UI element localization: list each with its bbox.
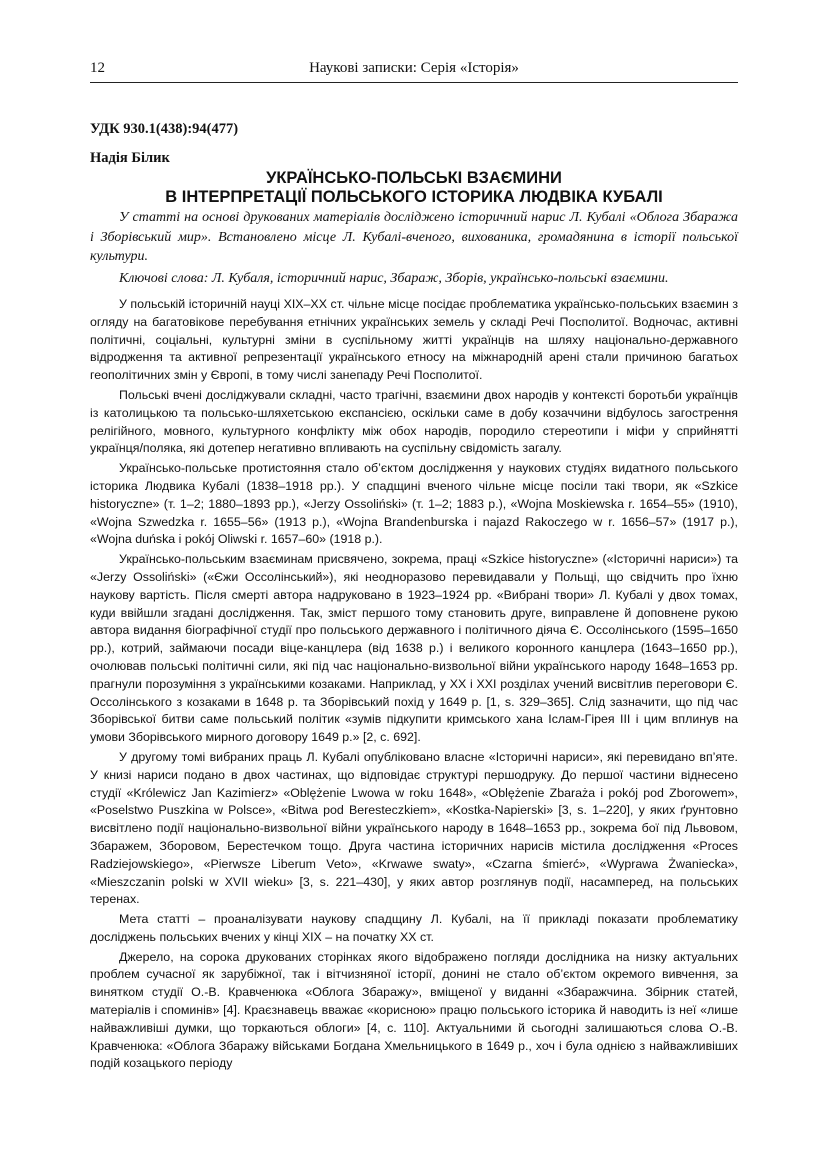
title-line-1: УКРАЇНСЬКО-ПОЛЬСЬКІ ВЗАЄМИНИ — [266, 169, 562, 187]
paragraph: Мета статті – проаналізувати наукову спадщину Л. Кубалі, на її прикладі показати проблематику досліджень польських вчених у кінці XIX – на початку XX ст. — [90, 912, 738, 944]
abstract: У статті на основі друкованих матеріалів досліджено історичний нарис Л. Кубалі «Облога Збаража і Зборівський мир». Встановлено місце Л. Кубалі-вченого, вихованика, громадянина в історії польської культури. — [90, 210, 738, 264]
paragraph: У другому томі вибраних праць Л. Кубалі опубліковано власне «Історичні нариси», які перевидано вп’яте. У книзі нариси подано в двох частинах, що відповідає структурі першодруку. До першої частини віднесено студії «Królewicz Jan Kazimierz» «Oblężenie Lwowa w roku 1648», «Oblężenie Zbaraża i pokój pod Zborowem», «Poselstwo Puszkina w Polsce», «Bitwa pod Beresteczkiem», «Kostka-Napierski» [3, s. 1–220], у яких ґрунтовно висвітлено події національно-визвольної війни українського народу в 1648–1653 рр., зокрема бої під Львовом, Збаражем, Зборовом, Берестечком тощо. Друга частина історичних нарисів містила дослідження «Proces Radziejowskiego», «Pierwsze Liberum Veto», «Krwawe swaty», «Czarna śmierć», «Wyprawa Żwaniecka», «Mieszczanin polski w XVII wieku» [3, s. 221–430], у яких автор розглянув події, насамперед, на польських теренах. — [90, 749, 738, 907]
paragraph: Польські вчені досліджували складні, часто трагічні, взаємини двох народів у контексті боротьби українців із католицькою та польсько-шляхетською експансією, оскільки саме в добу козаччини відбулось загострення релігійного, мовного, культурного конфлікту між обох народів, породило стереотипи і міфи у сприйнятті українця/поляка, які дотепер негативно впливають на суспільну свідомість загалу. — [90, 387, 738, 456]
udc-code: УДК 930.1(438):94(477) — [90, 121, 239, 137]
page-number: 12 — [90, 60, 105, 76]
paragraph: Українсько-польським взаєминам присвячено, зокрема, праці «Szkice historyczne» («Історичні нариси») та «Jerzy Ossoliński» («Єжи Оссолінський»), які неодноразово перевидавали у Польщі, що свідчить про їхню наукову вартість. Після смерті автора надруковано в 1923–1924 рр. «Вибрані твори» Л. Кубалі у двох томах, куди ввійшли згадані дослідження. Так, зміст першого тому становить друге, виправлене й доповнене рукою автора видання біографічної студії про польського державного і політичного діяча Є. Оссолінського (1595–1650 рр.), котрий, займаючи посади віце-канцлера (від 1638 р.) і великого коронного канцлера (1643–1650 рр.), очолював польські політичні сили, які під час національно-визвольної війни українського народу 1648–1653 рр. прагнули порозуміння з українськими козаками. Наприклад, у XX і XXI розділах учений висвітлив переговори Є. Оссолінського з козаками в 1648 р. та Зборівський похід у 1649 р. [1, s. 329–365]. Слід зазначити, що під час Зборівської битви саме польський політик «зумів підкупити кримського хана Іслам-Гірея III і цим вплинув на умови Зборівського мирного договору 1649 р.» [2, с. 692]. — [90, 552, 738, 745]
paragraph: У польській історичній науці XIX–XX ст. чільне місце посідає проблематика українсько-польських взаємин з огляду на багатовікове перебування етнічних українських земель у складі Речі Посполитої. Водночас, активні політичні, соціальні, культурні зміни в суспільному житті українців на шляху національно-державного відродження та активної репрезентації українського етносу на міжнародній арені стали причиною багатьох геополітичних змін у Європі, в тому числі занепаду Речі Посполитої. — [90, 297, 738, 383]
paragraph: Джерело, на сорока друкованих сторінках якого відображено погляди дослідника на низку актуальних проблем сучасної як зарубіжної, так і вітчизняної історії, донині не стало об’єктом окремого вивчення, за винятком студії О.-В. Кравченюка «Облога Збаражу», вміщеної у виданні «Збаражчина. Збірник статей, матеріалів і споминів» [4]. Краєзнавець вважає «корисною» працю польського історика й наводить із неї «лише найважливіші думки, що торкаються облоги» [4, с. 110]. Актуальними й сьогодні залишаються слова О.-В. Кравченюка: «Облога Збаражу військами Богдана Хмельницького в 1649 р., хоч і була однією з найважливіших подій козацького періоду — [90, 949, 738, 1071]
keywords: Ключові слова: Л. Кубаля, історичний нарис, Збараж, Зборів, українсько-польські взаємини. — [119, 271, 669, 286]
author-name: Надія Білик — [90, 150, 170, 166]
article-title — [90, 169, 738, 207]
journal-title: Наукові записки: Серія «Історія» — [309, 60, 519, 76]
running-header — [90, 60, 738, 83]
article-body — [90, 296, 738, 1075]
paragraph: Українсько-польське протистояння стало об’єктом дослідження у наукових студіях видатного польського історика Людвика Кубалі (1838–1918 рр.). У спадщині вченого чільне місце посіли такі твори, як «Szkice historyczne» (т. 1–2; 1880–1893 рр.), «Jerzy Ossoliński» (т. 1–2; 1883 р.), «Wojna Moskiewska r. 1654–55» (1910), «Wojna Szwedzka r. 1655–56» (1913 р.), «Wojna Brandenburska i najazd Rakoczego w r. 1656–57» (1917 р.), «Wojna duńska i pokój Oliwski r. 1657–60» (1918 р.). — [90, 461, 738, 547]
title-line-2: В ІНТЕРПРЕТАЦІЇ ПОЛЬСЬКОГО ІСТОРИКА ЛЮДВІКА КУБАЛІ — [165, 188, 663, 206]
